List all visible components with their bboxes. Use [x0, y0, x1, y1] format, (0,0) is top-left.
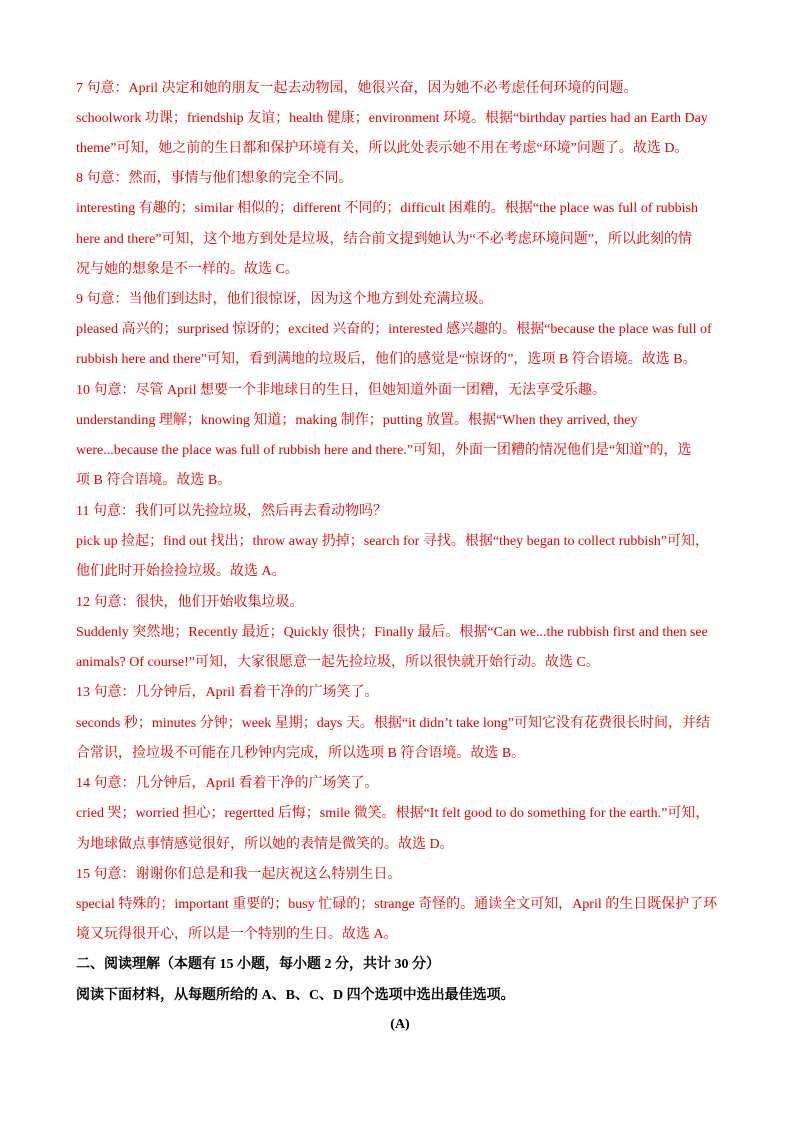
q8-analysis-line: interesting 有趣的；similar 相似的；different 不同的；difficult 困难的。根据“the place was full of rubbish: [76, 201, 698, 216]
q10-analysis-line: understanding 理解；knowing 知道；making 制作；putting 放置。根据“When they arrived, they: [76, 413, 638, 428]
q11-analysis-line: 他们此时开始捡捡垃圾。故选 A。: [76, 564, 286, 579]
q13-analysis-line: 合常识，捡垃圾不可能在几秒钟内完成，所以选项 B 符合语境。故选 B。: [76, 746, 526, 761]
q12-analysis-line: Suddenly 突然地；Recently 最近；Quickly 很快；Finally 最后。根据“Can we...the rubbish first and then see: [76, 625, 708, 640]
section-instruction: 阅读下面材料，从每题所给的 A、B、C、D 四个选项中选出最佳选项。: [76, 988, 515, 1003]
q11-sentence-meaning: 11 句意：我们可以先捡垃圾，然后再去看动物吗？: [76, 504, 387, 519]
q13-analysis-line: seconds 秒；minutes 分钟；week 星期；days 天。根据“it didn’t take long”可知它没有花费很长时间，并结: [76, 716, 710, 731]
q7-sentence-meaning: 7 句意：April 决定和她的朋友一起去动物园，她很兴奋，因为她不必考虑任何环境的问题。: [76, 81, 638, 96]
q12-sentence-meaning: 12 句意：很快，他们开始收集垃圾。: [76, 595, 304, 610]
q10-sentence-meaning: 10 句意：尽管 April 想要一个非地球日的生日，但她知道外面一团糟，无法享受乐趣。: [76, 383, 607, 398]
q15-analysis-line: special 特殊的；important 重要的；busy 忙碌的；strange 奇怪的。通读全文可知，April 的生日既保护了环: [76, 897, 718, 912]
q9-analysis-line: pleased 高兴的；surprised 惊讶的；excited 兴奋的；interested 感兴趣的。根据“because the place was full of: [76, 322, 712, 337]
q10-analysis-line: 项 B 符合语境。故选 B。: [76, 473, 232, 488]
q15-sentence-meaning: 15 句意：谢谢你们总是和我一起庆祝这么特别生日。: [76, 867, 402, 882]
q9-sentence-meaning: 9 句意：当他们到达时，他们很惊讶，因为这个地方到处充满垃圾。: [76, 292, 493, 307]
passage-label: (A): [390, 1017, 410, 1032]
q11-analysis-line: pick up 捡起；find out 找出；throw away 扔掉；search for 寻找。根据“they began to collect rubbish”可知，: [76, 534, 709, 549]
q9-analysis-line: rubbish here and there”可知，看到满地的垃圾后，他们的感觉是“惊讶的”，选项 B 符合语境。故选 B。: [76, 352, 697, 367]
q14-analysis-line: cried 哭；worried 担心；regertted 后悔；smile 微笑。根据“It felt good to do something for the earth.”可知，: [76, 806, 710, 821]
q12-analysis-line: animals? Of course!”可知，大家很愿意一起先捡垃圾，所以很快就开始行动。故选 C。: [76, 655, 600, 670]
q8-analysis-line: here and there”可知，这个地方到处是垃圾，结合前文提到她认为“不必考虑环境问题”，所以此刻的情: [76, 232, 692, 247]
q13-sentence-meaning: 13 句意：几分钟后，April 看着干净的广场笑了。: [76, 685, 379, 700]
q7-analysis-line: theme”可知，她之前的生日都和保护环境有关，所以此处表示她不用在考虑“环境”问题了。故选 D。: [76, 141, 689, 156]
q10-analysis-line: were...because the place was full of rubbish here and there.”可知，外面一团糟的情况他们是“知道”的，选: [76, 443, 692, 458]
section-title: 二、阅读理解（本题有 15 小题，每小题 2 分，共计 30 分）: [76, 957, 440, 972]
q14-sentence-meaning: 14 句意：几分钟后，April 看着干净的广场笑了。: [76, 776, 379, 791]
q14-analysis-line: 为地球做点事情感觉很好，所以她的表情是微笑的。故选 D。: [76, 837, 454, 852]
q7-analysis-line: schoolwork 功课；friendship 友谊；health 健康；environment 环境。根据“birthday parties had an Earth Day: [76, 111, 708, 126]
q15-analysis-line: 境又玩得很开心，所以是一个特别的生日。故选 A。: [76, 927, 398, 942]
q8-sentence-meaning: 8 句意：然而，事情与他们想象的完全不同。: [76, 171, 353, 186]
q8-analysis-line: 况与她的想象是不一样的。故选 C。: [76, 262, 299, 277]
